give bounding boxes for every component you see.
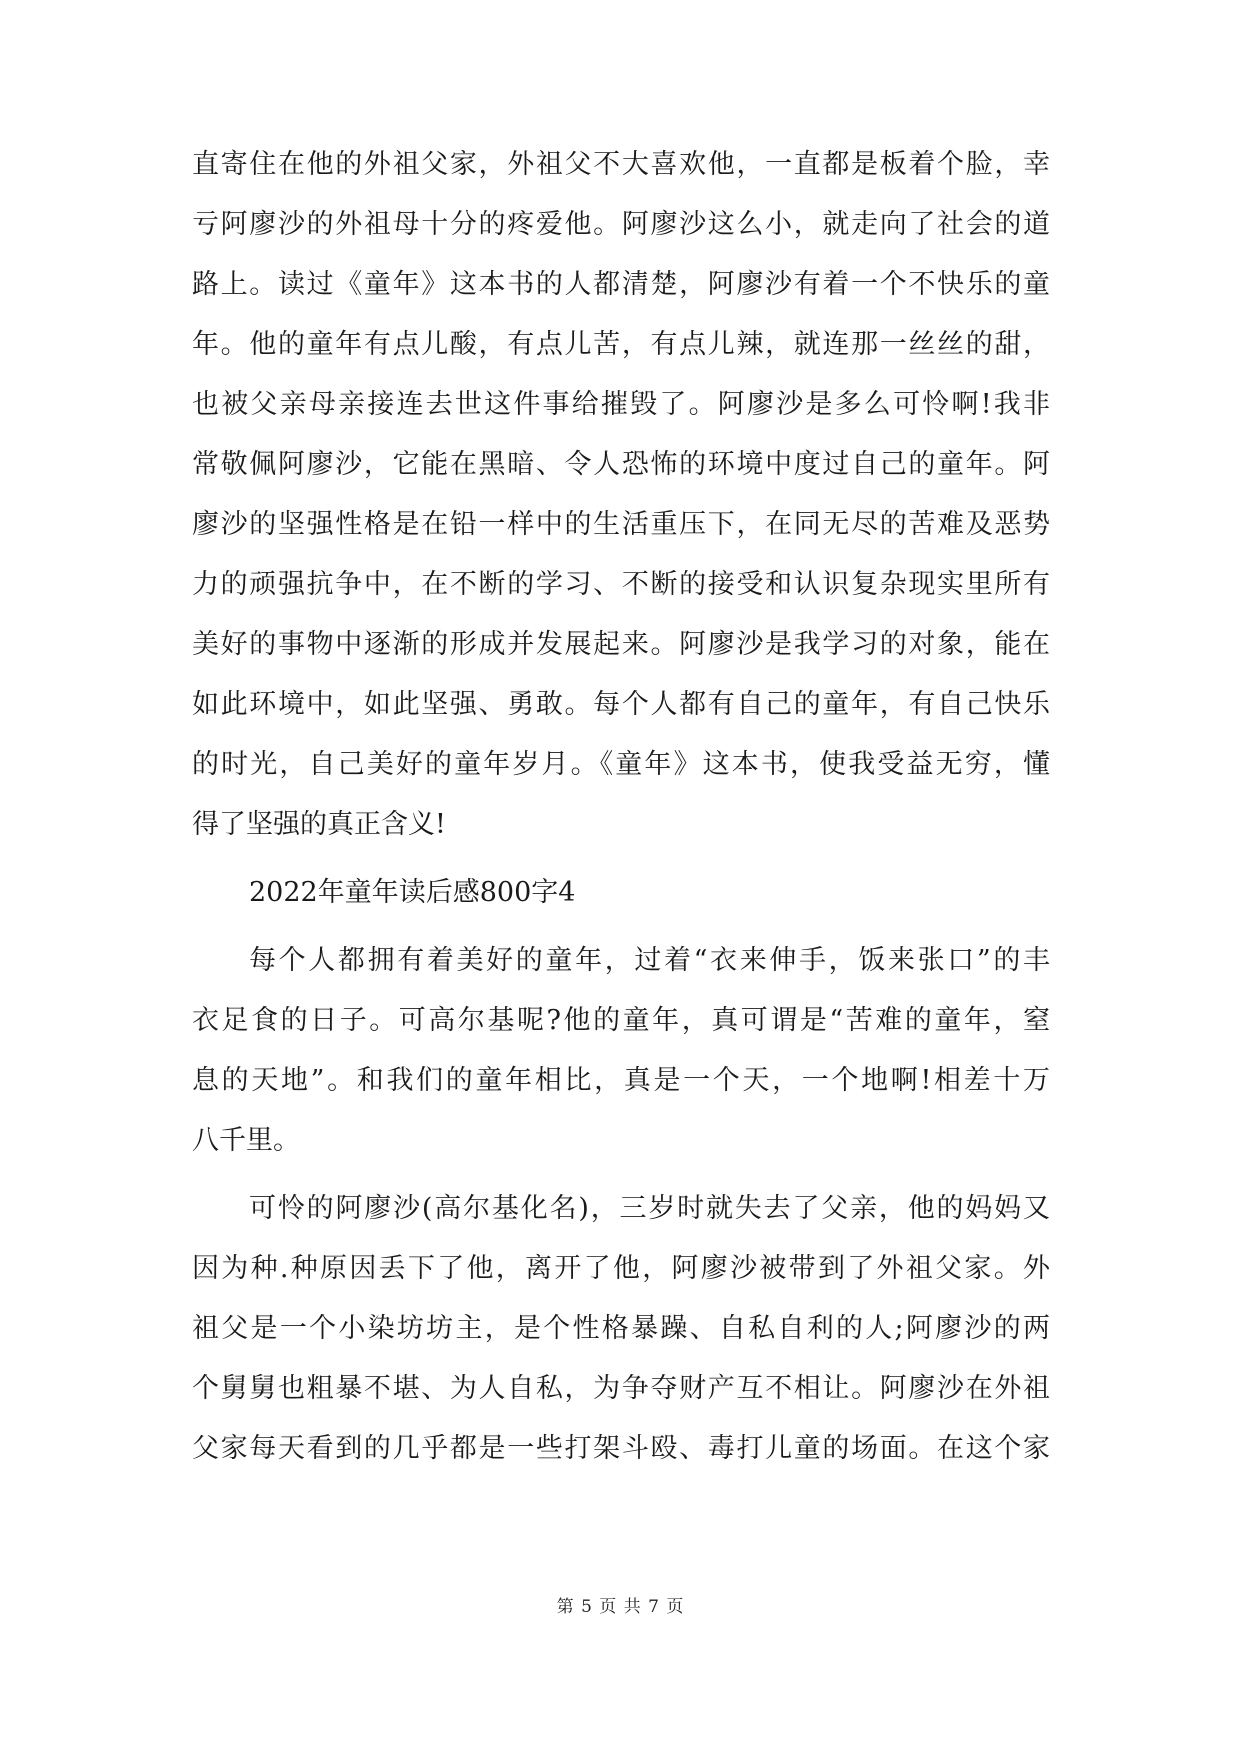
text-line: 路上。读过《童年》这本书的人都清楚，阿廖沙有着一个不快乐的童 xyxy=(192,269,1050,300)
section-heading: 2022年童年读后感800字4 xyxy=(249,877,576,908)
text-line: 得了坚强的真正含义! xyxy=(192,809,446,840)
document-body xyxy=(192,135,1050,1479)
text-line: 息的天地”。和我们的童年相比，真是一个天，一个地啊!相差十万 xyxy=(192,1065,1050,1096)
text-line: 每个人都拥有着美好的童年，过着“衣来伸手，饭来张口”的丰 xyxy=(249,945,1050,976)
text-line: 年。他的童年有点儿酸，有点儿苦，有点儿辣，就连那一丝丝的甜， xyxy=(192,329,1050,360)
paragraph-gap xyxy=(192,923,1050,931)
text-line: 可怜的阿廖沙(高尔基化名)，三岁时就失去了父亲，他的妈妈又 xyxy=(249,1193,1050,1224)
paragraph-1 xyxy=(192,135,1050,855)
text-line: 亏阿廖沙的外祖母十分的疼爱他。阿廖沙这么小，就走向了社会的道 xyxy=(192,209,1050,240)
text-line: 也被父亲母亲接连去世这件事给摧毁了。阿廖沙是多么可怜啊!我非 xyxy=(192,389,1050,420)
text-line: 廖沙的坚强性格是在铅一样中的生活重压下，在同无尽的苦难及恶势 xyxy=(192,509,1050,540)
text-line: 如此环境中，如此坚强、勇敢。每个人都有自己的童年，有自己快乐 xyxy=(192,689,1050,720)
text-line: 父家每天看到的几乎都是一些打架斗殴、毒打儿童的场面。在这个家 xyxy=(192,1433,1050,1464)
text-line: 八千里。 xyxy=(192,1125,300,1156)
paragraph-2 xyxy=(192,931,1050,1171)
page-number: 第 5 页 共 7 页 xyxy=(556,1597,685,1617)
text-line: 的时光，自己美好的童年岁月。《童年》这本书，使我受益无穷，懂 xyxy=(192,749,1050,780)
text-line: 个舅舅也粗暴不堪、为人自私，为争夺财产互不相让。阿廖沙在外祖 xyxy=(192,1373,1050,1404)
text-line: 美好的事物中逐渐的形成并发展起来。阿廖沙是我学习的对象，能在 xyxy=(192,629,1050,660)
text-line: 衣足食的日子。可高尔基呢?他的童年，真可谓是“苦难的童年，窒 xyxy=(192,1005,1050,1036)
text-line: 祖父是一个小染坊坊主，是个性格暴躁、自私自利的人;阿廖沙的两 xyxy=(192,1313,1050,1344)
text-line: 常敬佩阿廖沙，它能在黑暗、令人恐怖的环境中度过自己的童年。阿 xyxy=(192,449,1050,480)
paragraph-3 xyxy=(192,1179,1050,1479)
text-line: 力的顽强抗争中，在不断的学习、不断的接受和认识复杂现实里所有 xyxy=(192,569,1050,600)
paragraph-gap xyxy=(192,1171,1050,1179)
text-line: 因为种.种原因丢下了他，离开了他，阿廖沙被带到了外祖父家。外 xyxy=(192,1253,1050,1284)
text-line: 直寄住在他的外祖父家，外祖父不大喜欢他，一直都是板着个脸，幸 xyxy=(192,149,1050,180)
